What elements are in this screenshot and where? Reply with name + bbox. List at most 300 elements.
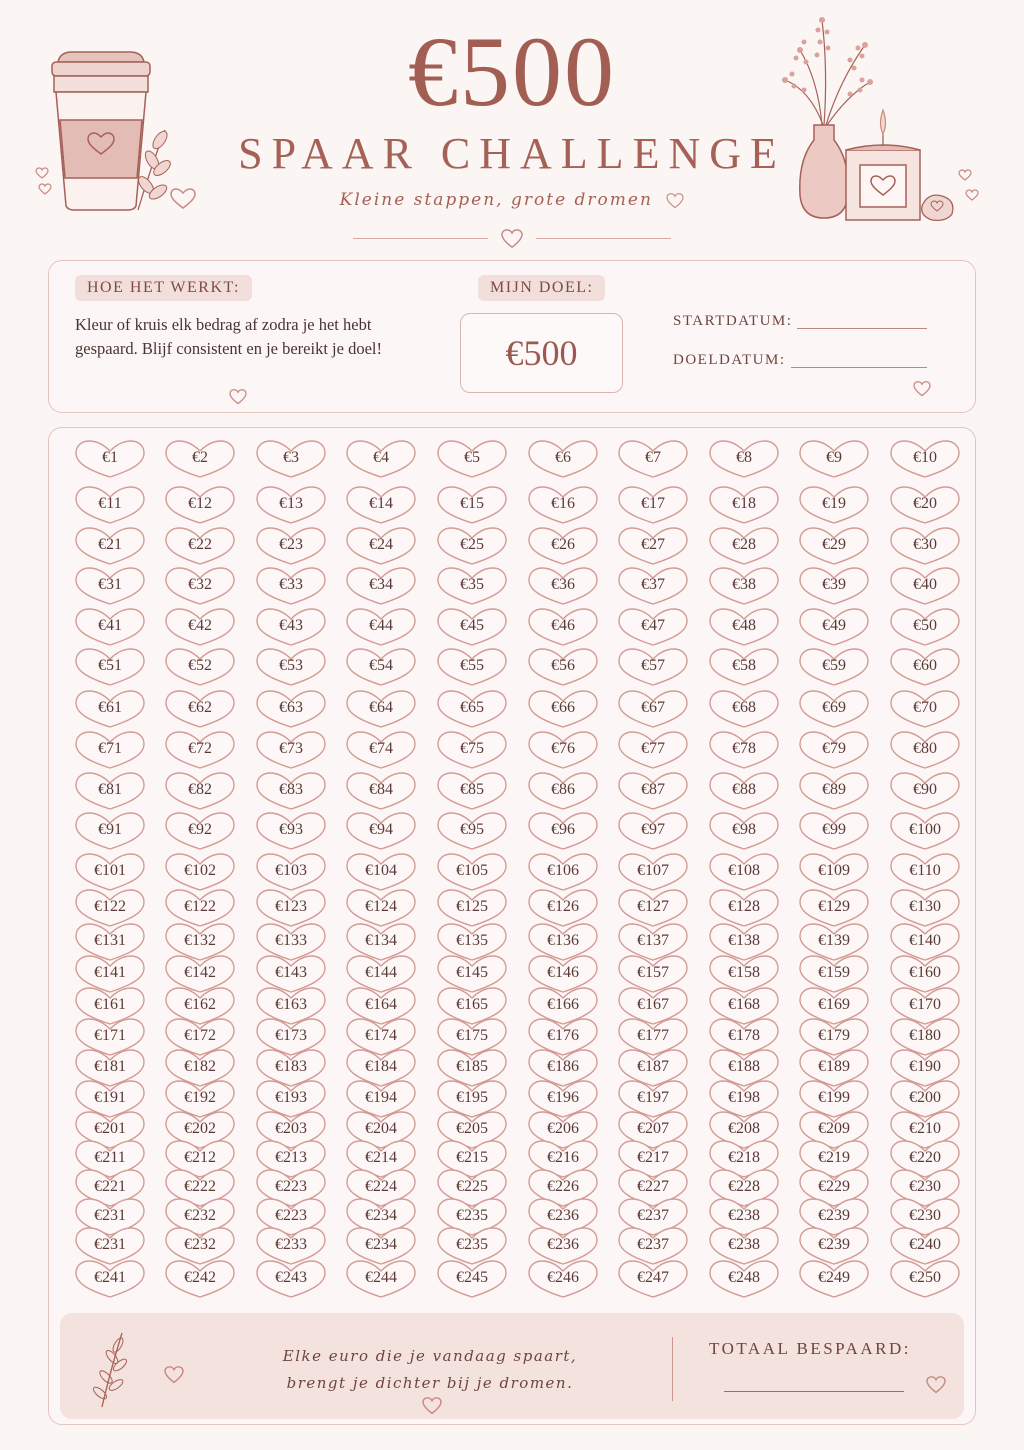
- how-it-works-text: Kleur of kruis elk bedrag af zodra je het hebt gespaard. Blijf consistent en je bereikt je doel!: [75, 315, 382, 358]
- amount-cell[interactable]: [889, 607, 961, 647]
- amount-label: €201: [94, 1120, 126, 1137]
- amount-label: €234: [365, 1236, 397, 1253]
- amount-label: €10: [913, 449, 937, 466]
- amount-cell[interactable]: [527, 526, 599, 566]
- amount-label: €135: [456, 932, 488, 949]
- amount-label: €215: [456, 1149, 488, 1166]
- amount-cell[interactable]: [708, 647, 780, 687]
- amount-label: €8: [736, 449, 752, 466]
- amount-label: €104: [365, 862, 397, 879]
- amount-label: €83: [279, 781, 303, 798]
- amount-label: €68: [732, 699, 756, 716]
- amount-label: €106: [547, 862, 579, 879]
- amount-label: €206: [547, 1120, 579, 1137]
- amount-label: €238: [728, 1207, 760, 1224]
- amount-cell[interactable]: [889, 689, 961, 729]
- amount-label: €6: [555, 449, 571, 466]
- amount-cell[interactable]: [889, 771, 961, 811]
- amount-cell[interactable]: [74, 526, 146, 566]
- amount-cell[interactable]: [889, 852, 961, 892]
- amount-label: €198: [728, 1089, 760, 1106]
- amount-cell[interactable]: [345, 1259, 417, 1299]
- amount-cell[interactable]: [255, 439, 327, 479]
- amount-label: €191: [94, 1089, 126, 1106]
- amount-label: €220: [909, 1149, 941, 1166]
- amount-label: €15: [460, 495, 484, 512]
- amount-label: €176: [547, 1027, 579, 1044]
- amount-label: €205: [456, 1120, 488, 1137]
- amount-label: €227: [637, 1178, 669, 1195]
- amount-cell[interactable]: [708, 566, 780, 606]
- amount-label: €232: [184, 1236, 216, 1253]
- amount-cell[interactable]: [436, 730, 508, 770]
- amount-cell[interactable]: [708, 526, 780, 566]
- amount-cell[interactable]: [255, 852, 327, 892]
- quote-line-1: Elke euro die je vandaag spaart,: [282, 1347, 578, 1365]
- amount-cell[interactable]: [617, 566, 689, 606]
- amount-label: €228: [728, 1178, 760, 1195]
- amount-label: €75: [460, 740, 484, 757]
- amount-label: €231: [94, 1207, 126, 1224]
- amount-cell[interactable]: [255, 566, 327, 606]
- amount-label: €96: [551, 821, 575, 838]
- amount-label: €225: [456, 1178, 488, 1195]
- amount-label: €209: [818, 1120, 850, 1137]
- amount-cell[interactable]: [74, 689, 146, 729]
- amount-label: €60: [913, 657, 937, 674]
- amount-label: €32: [188, 576, 212, 593]
- amount-label: €241: [94, 1269, 126, 1286]
- amount-label: €162: [184, 996, 216, 1013]
- amount-label: €199: [818, 1089, 850, 1106]
- amount-cell[interactable]: [74, 1259, 146, 1299]
- amount-cell[interactable]: [255, 485, 327, 525]
- amount-label: €185: [456, 1058, 488, 1075]
- amount-label: €177: [637, 1027, 669, 1044]
- amount-label: €53: [279, 657, 303, 674]
- amount-label: €59: [822, 657, 846, 674]
- motivational-quote: [260, 1343, 600, 1397]
- amount-label: €85: [460, 781, 484, 798]
- amount-cell[interactable]: [255, 689, 327, 729]
- total-saved-field[interactable]: [724, 1391, 904, 1392]
- amount-label: €196: [547, 1089, 579, 1106]
- amount-cell[interactable]: [345, 526, 417, 566]
- amount-label: €161: [94, 996, 126, 1013]
- heart-icon: [500, 229, 524, 249]
- amount-label: €122: [184, 898, 216, 915]
- amount-label: €79: [822, 740, 846, 757]
- amount-cell[interactable]: [708, 1259, 780, 1299]
- amount-cell[interactable]: [798, 566, 870, 606]
- amount-cell[interactable]: [345, 439, 417, 479]
- amount-cell[interactable]: [798, 607, 870, 647]
- amount-label: €51: [98, 657, 122, 674]
- amount-cell[interactable]: [708, 730, 780, 770]
- amount-cell[interactable]: [74, 439, 146, 479]
- amount-cell[interactable]: [345, 607, 417, 647]
- amount-label: €240: [909, 1236, 941, 1253]
- amount-cell[interactable]: [617, 607, 689, 647]
- amount-label: €97: [641, 821, 665, 838]
- amount-cell[interactable]: [255, 607, 327, 647]
- amount-label: €127: [637, 898, 669, 915]
- amount-label: €31: [98, 576, 122, 593]
- amount-cell[interactable]: [798, 439, 870, 479]
- amount-cell[interactable]: [617, 852, 689, 892]
- amount-cell[interactable]: [527, 730, 599, 770]
- amount-cell[interactable]: [74, 607, 146, 647]
- amount-cell[interactable]: [74, 811, 146, 851]
- flower-vase-icon: [770, 10, 990, 225]
- amount-cell[interactable]: [436, 526, 508, 566]
- amount-cell[interactable]: [617, 526, 689, 566]
- amount-cell[interactable]: [164, 811, 236, 851]
- amount-cell[interactable]: [345, 852, 417, 892]
- amount-label: €235: [456, 1207, 488, 1224]
- amount-cell[interactable]: [527, 647, 599, 687]
- amount-cell[interactable]: [889, 811, 961, 851]
- amount-label: €230: [909, 1207, 941, 1224]
- amount-label: €100: [909, 821, 941, 838]
- amount-cell[interactable]: [345, 771, 417, 811]
- amount-label: €245: [456, 1269, 488, 1286]
- amount-cell[interactable]: [345, 566, 417, 606]
- amount-cell[interactable]: [889, 485, 961, 525]
- amount-cell[interactable]: [74, 485, 146, 525]
- amount-label: €13: [279, 495, 303, 512]
- amount-cell[interactable]: [436, 1259, 508, 1299]
- amount-cell[interactable]: [436, 647, 508, 687]
- amount-cell[interactable]: [74, 566, 146, 606]
- amount-cell[interactable]: [527, 607, 599, 647]
- amount-label: €16: [551, 495, 575, 512]
- amount-cell[interactable]: [164, 485, 236, 525]
- amount-cell[interactable]: [527, 485, 599, 525]
- amount-label: €170: [909, 996, 941, 1013]
- amount-label: €107: [637, 862, 669, 879]
- amount-label: €78: [732, 740, 756, 757]
- amount-label: €250: [909, 1269, 941, 1286]
- amount-cell[interactable]: [889, 1259, 961, 1299]
- amount-label: €103: [275, 862, 307, 879]
- amount-cell[interactable]: [708, 771, 780, 811]
- amount-cell[interactable]: [617, 730, 689, 770]
- tagline-text: Kleine stappen, grote dromen: [339, 190, 653, 210]
- amount-cell[interactable]: [345, 811, 417, 851]
- amount-label: €211: [94, 1149, 126, 1166]
- amount-label: €165: [456, 996, 488, 1013]
- amount-label: €194: [365, 1089, 397, 1106]
- amount-cell[interactable]: [798, 647, 870, 687]
- heart-icon: [422, 1397, 442, 1415]
- amount-cell[interactable]: [527, 566, 599, 606]
- footer-divider: [672, 1337, 673, 1401]
- amount-label: €146: [547, 964, 579, 981]
- amount-cell[interactable]: [255, 1259, 327, 1299]
- amount-cell[interactable]: [436, 607, 508, 647]
- amount-cell[interactable]: [798, 485, 870, 525]
- amount-cell[interactable]: [255, 811, 327, 851]
- amount-cell[interactable]: [164, 439, 236, 479]
- amount-label: €128: [728, 898, 760, 915]
- amount-cell[interactable]: [345, 647, 417, 687]
- amount-label: €203: [275, 1120, 307, 1137]
- amount-label: €141: [94, 964, 126, 981]
- amount-label: €178: [728, 1027, 760, 1044]
- amount-label: €48: [732, 617, 756, 634]
- amount-cell[interactable]: [527, 1259, 599, 1299]
- amount-label: €4: [373, 449, 389, 466]
- amount-cell[interactable]: [617, 1259, 689, 1299]
- amount-label: €73: [279, 740, 303, 757]
- amount-cell[interactable]: [798, 771, 870, 811]
- info-panel: [48, 260, 976, 413]
- page-subtitle: SPAAR CHALLENGE: [238, 129, 786, 178]
- amount-label: €193: [275, 1089, 307, 1106]
- amount-label: €243: [275, 1269, 307, 1286]
- amount-label: €95: [460, 821, 484, 838]
- amount-cell[interactable]: [889, 566, 961, 606]
- amount-label: €76: [551, 740, 575, 757]
- amount-cell[interactable]: [74, 730, 146, 770]
- amount-label: €110: [909, 862, 941, 879]
- amount-label: €133: [275, 932, 307, 949]
- amount-label: €92: [188, 821, 212, 838]
- amount-label: €235: [456, 1236, 488, 1253]
- amount-cell[interactable]: [436, 485, 508, 525]
- amount-cell[interactable]: [527, 852, 599, 892]
- amount-label: €158: [728, 964, 760, 981]
- amount-label: €35: [460, 576, 484, 593]
- amount-cell[interactable]: [436, 811, 508, 851]
- amount-label: €212: [184, 1149, 216, 1166]
- amount-label: €44: [369, 617, 393, 634]
- amount-label: €125: [456, 898, 488, 915]
- amount-label: €214: [365, 1149, 397, 1166]
- amount-label: €69: [822, 699, 846, 716]
- amount-cell[interactable]: [798, 730, 870, 770]
- amount-label: €64: [369, 699, 393, 716]
- amount-cell[interactable]: [164, 771, 236, 811]
- amount-label: €67: [641, 699, 665, 716]
- amount-cell[interactable]: [164, 730, 236, 770]
- amount-cell[interactable]: [74, 771, 146, 811]
- amount-cell[interactable]: [708, 852, 780, 892]
- amount-label: €232: [184, 1207, 216, 1224]
- amount-cell[interactable]: [708, 485, 780, 525]
- amount-label: €216: [547, 1149, 579, 1166]
- amount-cell[interactable]: [164, 526, 236, 566]
- footer-panel: [60, 1313, 964, 1419]
- coffee-cup-icon: [30, 40, 205, 220]
- amount-label: €39: [822, 576, 846, 593]
- amount-label: €49: [822, 617, 846, 634]
- amount-label: €204: [365, 1120, 397, 1137]
- amount-label: €166: [547, 996, 579, 1013]
- amount-label: €239: [818, 1236, 850, 1253]
- amount-cell[interactable]: [617, 439, 689, 479]
- amount-cell[interactable]: [527, 439, 599, 479]
- amount-label: €200: [909, 1089, 941, 1106]
- amount-cell[interactable]: [74, 647, 146, 687]
- amount-cell[interactable]: [164, 566, 236, 606]
- amount-cell[interactable]: [255, 526, 327, 566]
- amount-cell[interactable]: [798, 526, 870, 566]
- amount-label: €139: [818, 932, 850, 949]
- amount-cell[interactable]: [345, 485, 417, 525]
- amount-label: €47: [641, 617, 665, 634]
- amount-label: €183: [275, 1058, 307, 1075]
- amount-label: €123: [275, 898, 307, 915]
- amount-cell[interactable]: [708, 607, 780, 647]
- amount-label: €223: [275, 1178, 307, 1195]
- amount-cell[interactable]: [527, 689, 599, 729]
- amount-label: €21: [98, 536, 122, 553]
- amount-label: €186: [547, 1058, 579, 1075]
- amount-cell[interactable]: [164, 647, 236, 687]
- amount-cell[interactable]: [436, 689, 508, 729]
- amount-cell[interactable]: [164, 607, 236, 647]
- amount-cell[interactable]: [164, 689, 236, 729]
- amount-cell[interactable]: [436, 439, 508, 479]
- amount-cell[interactable]: [164, 1259, 236, 1299]
- amount-cell[interactable]: [617, 689, 689, 729]
- amount-cell[interactable]: [889, 526, 961, 566]
- amount-label: €108: [728, 862, 760, 879]
- amount-label: €164: [365, 996, 397, 1013]
- divider-right: [536, 238, 671, 239]
- amount-label: €25: [460, 536, 484, 553]
- amount-cell[interactable]: [617, 811, 689, 851]
- amount-label: €20: [913, 495, 937, 512]
- amount-cell[interactable]: [798, 852, 870, 892]
- amount-label: €9: [826, 449, 842, 466]
- amount-cell[interactable]: [527, 771, 599, 811]
- amount-label: €62: [188, 699, 212, 716]
- amount-cell[interactable]: [164, 852, 236, 892]
- amount-label: €130: [909, 898, 941, 915]
- amount-cell[interactable]: [798, 689, 870, 729]
- amount-cell[interactable]: [708, 811, 780, 851]
- amount-cell[interactable]: [889, 647, 961, 687]
- amount-label: €45: [460, 617, 484, 634]
- amount-label: €174: [365, 1027, 397, 1044]
- amount-label: €105: [456, 862, 488, 879]
- amount-cell[interactable]: [255, 730, 327, 770]
- amount-label: €189: [818, 1058, 850, 1075]
- amount-label: €157: [637, 964, 669, 981]
- amount-label: €37: [641, 576, 665, 593]
- amount-cell[interactable]: [889, 439, 961, 479]
- amount-label: €27: [641, 536, 665, 553]
- amount-label: €58: [732, 657, 756, 674]
- amount-label: €124: [365, 898, 397, 915]
- savings-grid: [48, 427, 976, 1425]
- amount-cell[interactable]: [798, 1259, 870, 1299]
- amount-label: €81: [98, 781, 122, 798]
- amount-label: €182: [184, 1058, 216, 1075]
- amount-label: €217: [637, 1149, 669, 1166]
- amount-cell[interactable]: [255, 771, 327, 811]
- amount-cell[interactable]: [708, 689, 780, 729]
- amount-label: €98: [732, 821, 756, 838]
- amount-label: €61: [98, 699, 122, 716]
- amount-label: €84: [369, 781, 393, 798]
- amount-cell[interactable]: [436, 771, 508, 811]
- amount-label: €159: [818, 964, 850, 981]
- amount-label: €82: [188, 781, 212, 798]
- amount-label: €17: [641, 495, 665, 512]
- amount-label: €72: [188, 740, 212, 757]
- amount-label: €222: [184, 1178, 216, 1195]
- amount-cell[interactable]: [889, 730, 961, 770]
- amount-label: €26: [551, 536, 575, 553]
- amount-label: €238: [728, 1236, 760, 1253]
- amount-label: €192: [184, 1089, 216, 1106]
- amount-label: €65: [460, 699, 484, 716]
- amount-label: €188: [728, 1058, 760, 1075]
- end-date-field[interactable]: [791, 367, 927, 368]
- amount-cell[interactable]: [345, 730, 417, 770]
- my-goal-label: MIJN DOEL:: [478, 275, 605, 301]
- amount-cell[interactable]: [436, 852, 508, 892]
- amount-label: €3: [283, 449, 299, 466]
- amount-cell[interactable]: [798, 811, 870, 851]
- amount-label: €237: [637, 1207, 669, 1224]
- amount-label: €171: [94, 1027, 126, 1044]
- amount-cell[interactable]: [617, 771, 689, 811]
- amount-cell[interactable]: [436, 566, 508, 606]
- amount-cell[interactable]: [527, 811, 599, 851]
- amount-cell[interactable]: [255, 647, 327, 687]
- heart-icon: [229, 389, 247, 405]
- heart-icon: [926, 1376, 946, 1394]
- amount-label: €167: [637, 996, 669, 1013]
- amount-label: €19: [822, 495, 846, 512]
- amount-label: €18: [732, 495, 756, 512]
- start-date-field[interactable]: [797, 328, 927, 329]
- amount-label: €36: [551, 576, 575, 593]
- amount-label: €1: [102, 449, 118, 466]
- divider-left: [353, 238, 488, 239]
- amount-label: €11: [98, 495, 122, 512]
- amount-cell[interactable]: [708, 439, 780, 479]
- amount-cell[interactable]: [617, 647, 689, 687]
- amount-label: €244: [365, 1269, 397, 1286]
- amount-label: €34: [369, 576, 393, 593]
- start-date-label: STARTDATUM:: [673, 313, 793, 329]
- amount-label: €55: [460, 657, 484, 674]
- amount-cell[interactable]: [345, 689, 417, 729]
- amount-cell[interactable]: [74, 852, 146, 892]
- amount-label: €246: [547, 1269, 579, 1286]
- end-date-label: DOELDATUM:: [673, 352, 786, 368]
- amount-label: €197: [637, 1089, 669, 1106]
- amount-label: €242: [184, 1269, 216, 1286]
- amount-label: €29: [822, 536, 846, 553]
- amount-label: €109: [818, 862, 850, 879]
- amount-label: €33: [279, 576, 303, 593]
- amount-label: €5: [464, 449, 480, 466]
- amount-label: €249: [818, 1269, 850, 1286]
- amount-label: €50: [913, 617, 937, 634]
- amount-cell[interactable]: [617, 485, 689, 525]
- amount-label: €22: [188, 536, 212, 553]
- amount-label: €43: [279, 617, 303, 634]
- amount-label: €234: [365, 1207, 397, 1224]
- amount-label: €187: [637, 1058, 669, 1075]
